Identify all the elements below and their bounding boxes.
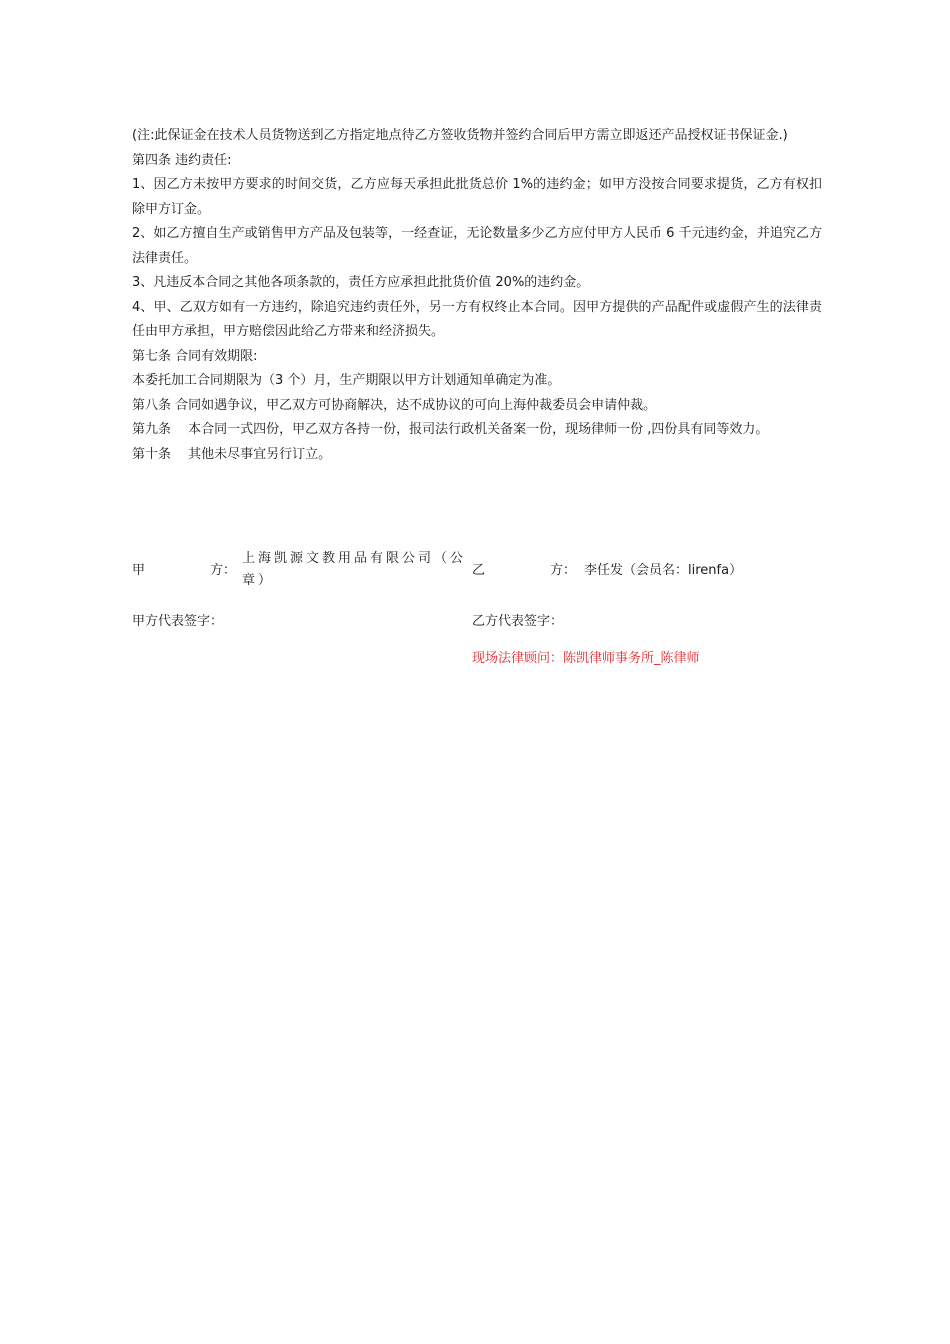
article-4-clause-2: 2、如乙方擅自生产或销售甲方产品及包装等，一经查证，无论数量多少乙方应付甲方人民币 6 千元违约金，并追究乙方法律责任。	[132, 226, 822, 266]
article-7-heading: 第七条 合同有效期限:	[132, 348, 258, 364]
article-7-text: 本委托加工合同期限为（3 个）月，生产期限以甲方计划通知单确定为准。	[132, 373, 561, 388]
representative-row	[132, 606, 822, 646]
party-a-colon: 方：	[210, 563, 237, 578]
article-4-heading: 第四条 违约责任:	[132, 152, 232, 168]
party-b-rep-signature: 乙方代表签字：	[472, 614, 564, 629]
legal-advisor-note: 现场法律顾问：陈凯律师事务所_陈律师	[472, 651, 700, 666]
article-10-text: 第十条 其他未尽事宜另行订立。	[132, 446, 332, 462]
party-b-name: 李任发（会员名：lirenfa）	[584, 563, 743, 578]
paragraph-deposit-note: (注:此保证金在技术人员货物送到乙方指定地点待乙方签收货物并签约合同后甲方需立即返还产品授权证书保证金.)	[132, 128, 788, 143]
party-a-name: 上海凯源文教用品有限公司（公章）	[242, 551, 467, 588]
article-4-clause-1: 1、因乙方未按甲方要求的时间交货，乙方应每天承担此批货总价 1%的违约金；如甲方没按合同要求提货，乙方有权扣除甲方订金。	[132, 177, 822, 217]
article-4-clause-3: 3、凡违反本合同之其他各项条款的，责任方应承担此批货价值 20%的违约金。	[132, 275, 590, 290]
contract-body	[132, 124, 822, 467]
article-8-text: 第八条 合同如遇争议，甲乙双方可协商解决，达不成协议的可向上海仲裁委员会申请仲裁。	[132, 397, 657, 413]
signature-section	[132, 546, 822, 646]
party-a-label: 甲	[132, 563, 146, 578]
party-a-rep-signature: 甲方代表签字：	[132, 614, 224, 629]
article-9-text: 第九条 本合同一式四份，甲乙双方各持一份，报司法行政机关备案一份，现场律师一份 ,四份具有同等效力。	[132, 422, 769, 437]
article-4-clause-4: 4、甲、乙双方如有一方违约，除追究违约责任外，另一方有权终止本合同。因甲方提供的产品配件或虚假产生的法律责任由甲方承担，甲方赔偿因此给乙方带来和经济损失。	[132, 299, 822, 339]
party-b-colon: 方：	[550, 563, 577, 578]
party-row	[132, 546, 822, 596]
party-b-label: 乙	[472, 563, 486, 578]
